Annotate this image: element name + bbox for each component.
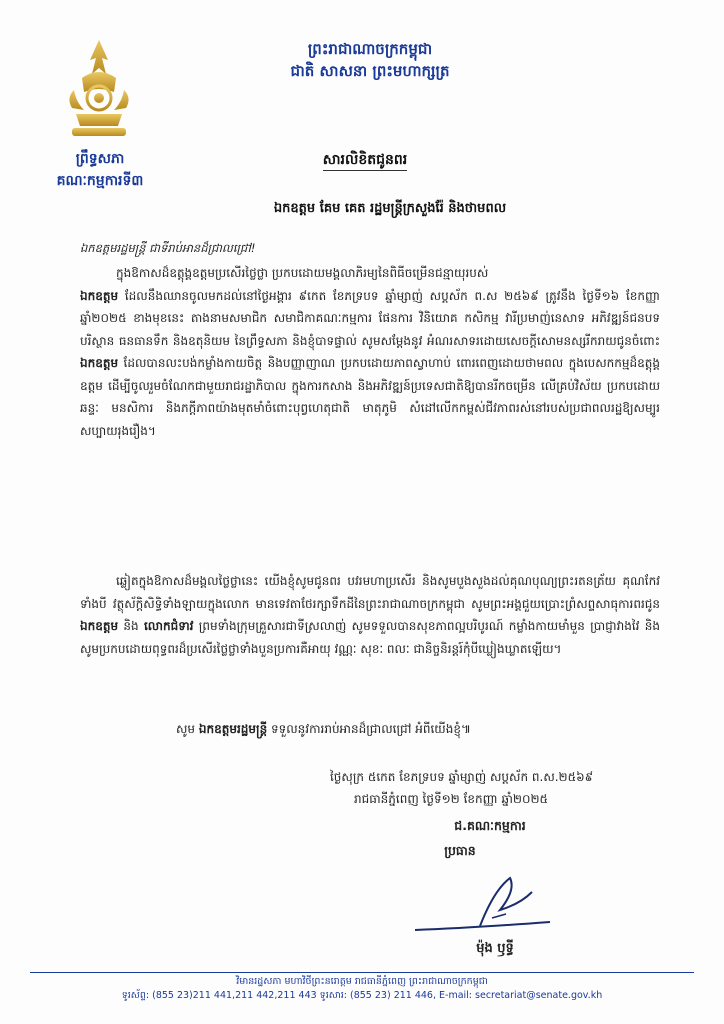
p2-end: ព្រមទាំងក្រុមគ្រួសារជាទីស្រលាញ់ សូមទទួលបានសុខភាពល្អបរិបូរណ៍ កម្លាំងកាយមាំមួន ប្រាជ្ញាវាងវៃ និង សូមប្រកបដោយពុទ្ធពរដ៏ប្រសើរថ្លៃថ្លាទាំងបួនប្រការគឺអាយុ វណ្ណៈ សុខៈ ពលៈ ជានិច្ចនិរន្តរ៍កុំបីឃ្លៀងឃ្លាតឡើយ។ <box>80 619 660 656</box>
signatory-name: ម៉ុង ឫទ្ធី <box>476 941 514 956</box>
closing-end: ទទួលនូវការរាប់អានដ៏ជ្រាលជ្រៅ អំពីយើងខ្ញុំ៕ <box>267 722 471 736</box>
national-motto: ជាតិ សាសនា ព្រះមហាក្សត្រ <box>290 62 450 80</box>
footer-divider <box>30 972 694 973</box>
lunar-date: ថ្ងៃសុក្រ ៥កេត ខែភទ្របទ ឆ្នាំម្សាញ់ សប្តស័ក ព.ស.២៥៦៩ <box>330 770 594 784</box>
p2-and: និង <box>118 619 144 633</box>
footer <box>30 975 694 1003</box>
p2-bold-1: ឯកឧត្តម <box>80 619 119 633</box>
signatory-title: ប្រធាន <box>444 843 476 858</box>
senate-heading <box>20 148 180 192</box>
nation-heading <box>220 38 520 82</box>
date-block <box>330 766 670 810</box>
kingdom-name: ព្រះរាជាណាចក្រកម្ពុជា <box>307 40 433 58</box>
commission-name: គណៈកម្មការទី៣ <box>56 173 144 189</box>
p1-mid-1: ដែលនឹងឈានចូលមកដល់នៅថ្ងៃអង្គារ ៩កេត ខែភទ្របទ ឆ្នាំម្សាញ់ សប្តស័ក ព.ស ២៥៦៩ ត្រូវនឹង ថ្ងៃទី១៦ ខែកញ្ញា ឆ្នាំ២០២៥ ខាងមុខនេះ តាងនាមសមាជិក សមាជិកាគណៈកម្មការ ផែនការ វិនិយោគ កសិកម្ម វារីប្រមាញ់នេសាទ អភិវឌ្ឍន៍ជនបទ បរិស្ថាន ធនធានទឹក និងឧតុនិយម នៃព្រឹទ្ធសភា និងខ្ញុំបាទផ្ទាល់ សូមសម្តែងនូវ អំណរសាទរដោយសេចក្តីសោមនស្សរីករាយជូនចំពោះ <box>80 288 660 348</box>
p2-bold-2: លោកជំទាវ <box>143 619 194 633</box>
p1-bold-1: ឯកឧត្តម <box>80 288 119 303</box>
closing-line <box>176 718 656 741</box>
letter-title: សារលិខិតជូនពរ <box>200 150 530 171</box>
p2-start: ឆ្លៀតក្នុងឱកាសដ៏មង្គលថ្លៃថ្លានេះ យើងខ្ញុំសូមជូនពរ បវរមហាប្រសើរ និងសូមបួងសួងដល់គុណបុណ្យព្រះរតនត្រ័យ គុណកែវទាំងបី វត្ថុស័ក្តិសិទ្ធិទាំងឡាយក្នុងលោក មានទេវតាថែរក្សាទឹកដីនៃព្រះរាជាណាចក្រកម្ពុជា សូមព្រះអង្គជួយប្រោះព្រំសព្ទសាធុការពរជូន <box>80 574 660 611</box>
closing-bold: ឯកឧត្តមរដ្ឋមន្ត្រី <box>198 722 268 736</box>
greeting: ឯកឧត្តមរដ្ឋមន្ត្រី ជាទីរាប់អានដ៏ជ្រាលជ្រៅ! <box>80 241 256 255</box>
senate-name: ព្រឹទ្ធសភា <box>75 151 125 167</box>
closing-start: សូម <box>176 722 199 736</box>
footer-address: វិមានរដ្ឋសភា មហាវិថីព្រះនរោត្តម រាជធានីភ្នំពេញ ព្រះរាជាណាចក្រកម្ពុជា <box>236 976 488 987</box>
p1-end: ដែលបានលះបង់កម្លាំងកាយចិត្ត និងបញ្ញាញាណ ប្រកបដោយភាពស្វាហាប់ ពោរពេញដោយថាមពល ក្នុងបេសកកម្មដ៏ឧត្តុង្គឧត្តម ដើម្បីចូលរួមចំណែកជាមួយរាជរដ្ឋាភិបាល ក្នុងការកសាង និងអភិវឌ្ឍន៍ប្រទេសជាតិឱ្យបានរីកចម្រើន លើគ្រប់វិស័យ ប្រកបដោយឆន្ទៈ មនសិការ និងភក្តីភាពយ៉ាងមុតមាំចំពោះបុព្វហេតុជាតិ មាតុភូមិ សំដៅលើកកម្ពស់ជីវភាពរស់នៅរបស់ប្រជាពលរដ្ឋឱ្យសម្បូរសប្បាយរុងរឿង។ <box>80 356 660 438</box>
paragraph-1 <box>80 262 660 552</box>
signatory-organization: ជ.គណៈកម្មការ <box>454 818 526 833</box>
footer-contact: ទូរស័ព្ទ: (855 23)211 441,211 442,211 443 ទូរសារ: (855 23) 211 446, E-mail: secretariat@senate.gov.kh <box>121 990 603 1001</box>
solar-date: រាជធានីភ្នំពេញ ថ្ងៃទី១២ ខែកញ្ញា ឆ្នាំ២០២៥ <box>354 792 549 806</box>
signature-icon <box>410 870 560 940</box>
paragraph-2 <box>80 570 660 705</box>
letter-recipient: ឯកឧត្តម គែម គេត រដ្ឋមន្ត្រីក្រសួងរ៉ែ និងថាមពល <box>273 201 507 216</box>
p1-bold-2: ឯកឧត្តម <box>80 356 119 370</box>
p1-start: ក្នុងឱកាសដ៏ឧត្តុង្គឧត្តមប្រសើរថ្លៃថ្លា ប្រកបដោយមង្គលាភិរម្យនៃពិធីចម្រើនជន្មាយុរបស់ <box>116 266 489 280</box>
senate-emblem-icon <box>62 38 136 142</box>
